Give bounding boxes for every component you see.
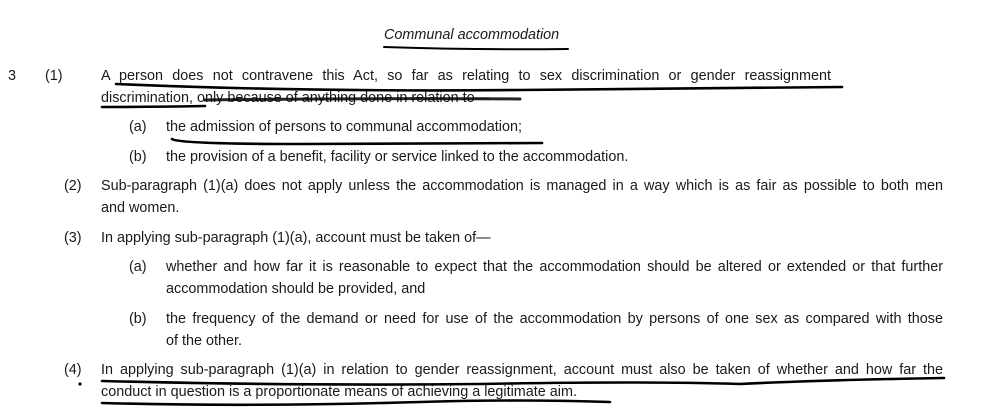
section-heading: Communal accommodation [384, 27, 560, 43]
underline-heading [384, 47, 568, 49]
para-1a-label: (a) [129, 119, 147, 135]
para-4-number: (4) [64, 362, 82, 378]
para-3-number: (3) [64, 230, 82, 246]
para-1b-text: the provision of a benefit, facility or service linked to the accommodation. [166, 149, 629, 165]
para-1-line-1: A person does not contravene this Act, so far as relating to sex discrimination or gender reassignment [101, 68, 831, 84]
para-3b-label: (b) [129, 311, 147, 327]
para-2-number: (2) [64, 178, 82, 194]
para-4-line-2: conduct in question is a proportionate means of achieving a legitimate aim. [101, 384, 577, 400]
para-3a-line-1: whether and how far it is reasonable to expect that the accommodation should be altered or extended or that further [166, 259, 943, 275]
para-3b-line-1: the frequency of the demand or need for use of the accommodation by persons of one sex as compared with those [166, 311, 943, 327]
para-3-text: In applying sub-paragraph (1)(a), account must be taken of— [101, 230, 491, 246]
para-1a-text: the admission of persons to communal accommodation; [166, 119, 522, 135]
para-3b-line-2: of the other. [166, 333, 243, 349]
section-number: 3 [8, 68, 17, 84]
para-1b-label: (b) [129, 149, 147, 165]
para-4-line-1: In applying sub-paragraph (1)(a) in relation to gender reassignment, account must also be taken of whether and how far the [101, 362, 943, 378]
para-2-line-2: and women. [101, 200, 180, 216]
para-2-line-1: Sub-paragraph (1)(a) does not apply unless the accommodation is managed in a way which is as fair as possible to both men [101, 178, 943, 194]
ink-dot [78, 382, 81, 385]
para-3a-line-2: accommodation should be provided, and [166, 281, 426, 297]
para-3a-label: (a) [129, 259, 147, 275]
para-1-line-2: discrimination, only because of anything done in relation to— [101, 90, 489, 106]
underline-para-1a [172, 139, 542, 144]
para-1-number: (1) [45, 68, 63, 84]
